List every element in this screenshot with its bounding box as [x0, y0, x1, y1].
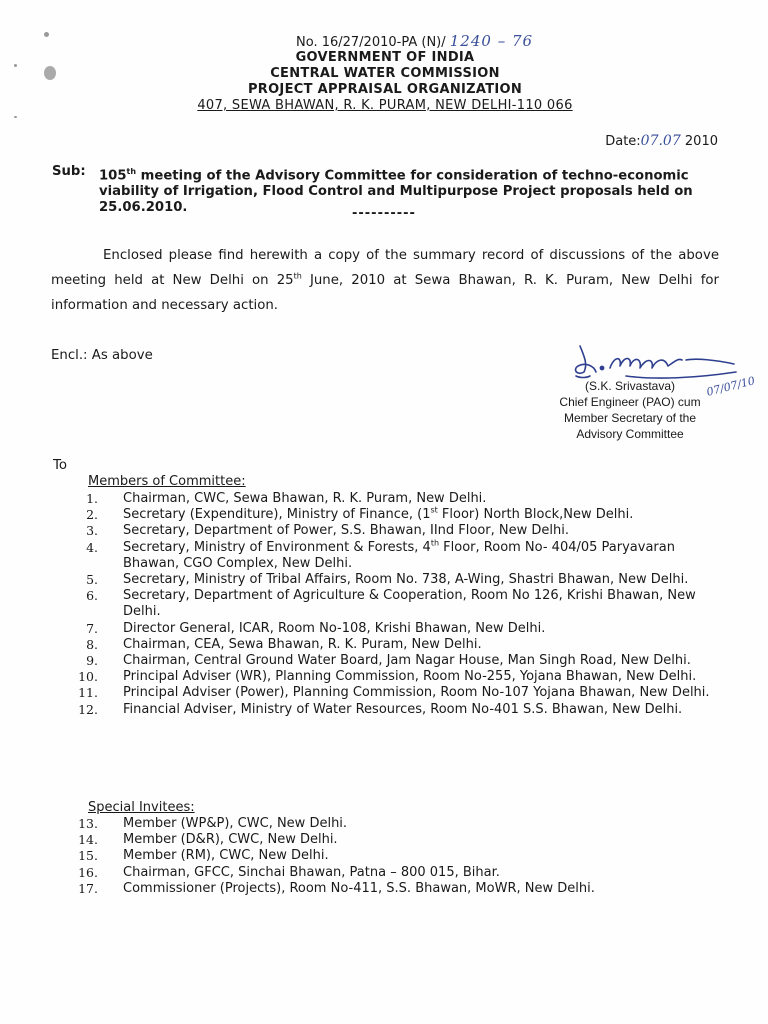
addressee-number: 13. — [78, 816, 98, 831]
addressee-item — [70, 523, 720, 539]
addressee-item — [70, 816, 720, 832]
subject-number: 105 — [99, 168, 127, 184]
signatory-designation-2: Member Secretary of the — [563, 411, 697, 425]
addressee-number: 8. — [86, 636, 98, 652]
date-line — [605, 133, 718, 149]
addressee-text: Member (D&R), CWC, New Delhi. — [123, 832, 338, 848]
date-handwritten: 07.07 — [640, 133, 681, 149]
addressee-item — [70, 702, 720, 718]
addressee-item — [70, 507, 720, 523]
scan-mark — [44, 66, 56, 80]
addressee-item — [70, 572, 720, 588]
subject-ordinal: th — [126, 167, 137, 176]
addressee-text-post: Floor) North Block,New Delhi. — [437, 507, 634, 523]
addressee-item — [70, 653, 720, 669]
addressee-text: Financial Adviser, Ministry of Water Resources, Room No-401 S.S. Bhawan, New Delhi. — [123, 701, 683, 717]
date-year: 2010 — [684, 134, 718, 149]
addressee-item — [70, 491, 720, 507]
addressee-text: Director General, ICAR, Room No-108, Krishi Bhawan, New Delhi. — [123, 620, 546, 636]
addressee-superscript: st — [430, 505, 438, 515]
addressee-number: 17. — [78, 880, 98, 896]
addressee-text-pre: Secretary, Ministry of Environment & Forests, 4 — [123, 539, 431, 555]
reference-handwritten: 1240 – 76 — [449, 32, 534, 50]
addressee-item — [70, 685, 720, 701]
addressee-number: 14. — [78, 832, 98, 848]
signatory-designation-3: Advisory Committee — [576, 427, 684, 441]
body-superscript: th — [293, 271, 302, 281]
scan-mark — [14, 116, 17, 118]
addressee-number: 5. — [86, 572, 98, 588]
addressee-number: 3. — [86, 523, 98, 539]
date-label: Date: — [605, 134, 641, 149]
addressee-item — [70, 621, 720, 637]
addressee-text: Secretary, Department of Power, S.S. Bhawan, IInd Floor, New Delhi. — [123, 523, 569, 539]
signatory-block — [540, 378, 720, 442]
body-part2: June, 2010 at Sewa Bhawan, R. K. Puram, New Delhi for information and necessary action. — [51, 273, 719, 313]
addressee-text — [123, 540, 675, 571]
addressee-number: 9. — [86, 653, 98, 669]
addressee-text: Member (RM), CWC, New Delhi. — [123, 848, 329, 864]
signatory-name: (S.K. Srivastava) — [584, 379, 676, 393]
reference-number — [296, 32, 533, 50]
addressee-item — [70, 881, 720, 897]
addressee-text: Secretary, Department of Agriculture & Cooperation, Room No 126, Krishi Bhawan, New Delhi. — [123, 588, 696, 620]
addressee-item — [70, 832, 720, 848]
invitees-heading: Special Invitees: — [88, 800, 195, 815]
addressee-number: 11. — [78, 685, 98, 701]
addressee-text: Secretary, Ministry of Tribal Affairs, Room No. 738, A-Wing, Shastri Bhawan, New Delhi. — [123, 572, 689, 588]
addressee-number: 6. — [86, 588, 98, 604]
members-heading: Members of Committee: — [88, 474, 246, 489]
scan-mark — [44, 32, 49, 37]
subject-body: meeting of the Advisory Committee for consideration of techno-economic viability of Irrigation, Flood Control and Multipurpose Project proposals held on 25.06.2010. — [99, 168, 693, 216]
addressee-item — [70, 588, 720, 620]
addressee-text: Member (WP&P), CWC, New Delhi. — [123, 816, 348, 831]
organization-heading: PROJECT APPRAISAL ORGANIZATION — [247, 82, 523, 97]
addressee-text: Chairman, Central Ground Water Board, Jam Nagar House, Man Singh Road, New Delhi. — [123, 653, 691, 669]
addressee-text: Chairman, GFCC, Sinchai Bhawan, Patna – 800 015, Bihar. — [123, 864, 500, 880]
body-paragraph — [51, 243, 719, 318]
scan-mark — [14, 64, 17, 67]
subject-label: Sub: — [52, 164, 86, 179]
to-label: To — [53, 458, 67, 473]
reference-printed: No. 16/27/2010-PA (N)/ — [296, 35, 446, 50]
addressee-text: Principal Adviser (Power), Planning Commission, Room No-107 Yojana Bhawan, New Delhi. — [123, 685, 710, 701]
commission-heading: CENTRAL WATER COMMISSION — [270, 66, 500, 81]
addressee-number: 15. — [78, 848, 98, 864]
addressee-superscript: th — [430, 538, 440, 548]
addressee-number: 7. — [86, 620, 98, 636]
signature-date-handwritten: 07/07/10 — [705, 374, 757, 399]
signatory-designation-1: Chief Engineer (PAO) cum — [559, 395, 701, 409]
addressee-number: 1. — [86, 491, 98, 506]
addressee-text: Commissioner (Projects), Room No-411, S.S. Bhawan, MoWR, New Delhi. — [123, 880, 595, 896]
addressee-item — [70, 865, 720, 881]
enclosure-line: Encl.: As above — [51, 348, 153, 363]
addressee-text — [123, 507, 633, 522]
address-line: 407, SEWA BHAWAN, R. K. PURAM, NEW DELHI-110 066 — [197, 98, 573, 113]
subject-separator: ---------- — [352, 206, 416, 221]
government-heading: GOVERNMENT OF INDIA — [295, 50, 475, 65]
body-part1: Enclosed please find herewith a copy of the summary record of discussions of the above meeting held at New Delhi on 25 — [51, 248, 719, 288]
addressee-text: Chairman, CWC, Sewa Bhawan, R. K. Puram, New Delhi. — [123, 491, 487, 506]
addressee-text: Chairman, CEA, Sewa Bhawan, R. K. Puram, New Delhi. — [123, 636, 482, 652]
addressee-text-pre: Secretary (Expenditure), Ministry of Finance, (1 — [123, 507, 431, 523]
addressee-number: 4. — [86, 539, 98, 555]
addressee-item — [70, 637, 720, 653]
addressee-text: Principal Adviser (WR), Planning Commission, Room No-255, Yojana Bhawan, New Delhi. — [123, 669, 697, 685]
addressee-number: 16. — [78, 864, 98, 880]
addressee-text-post: Floor, Room No- 404/05 Paryavaran Bhawan, CGO Complex, New Delhi. — [123, 539, 675, 571]
signature-image — [566, 336, 746, 384]
addressee-number: 12. — [78, 701, 98, 717]
addressee-item — [70, 848, 720, 864]
addressee-item — [70, 669, 720, 685]
addressee-number: 2. — [86, 507, 98, 523]
addressee-item — [70, 540, 720, 572]
invitees-list — [70, 816, 720, 897]
members-list — [70, 491, 720, 718]
addressee-number: 10. — [78, 669, 98, 685]
